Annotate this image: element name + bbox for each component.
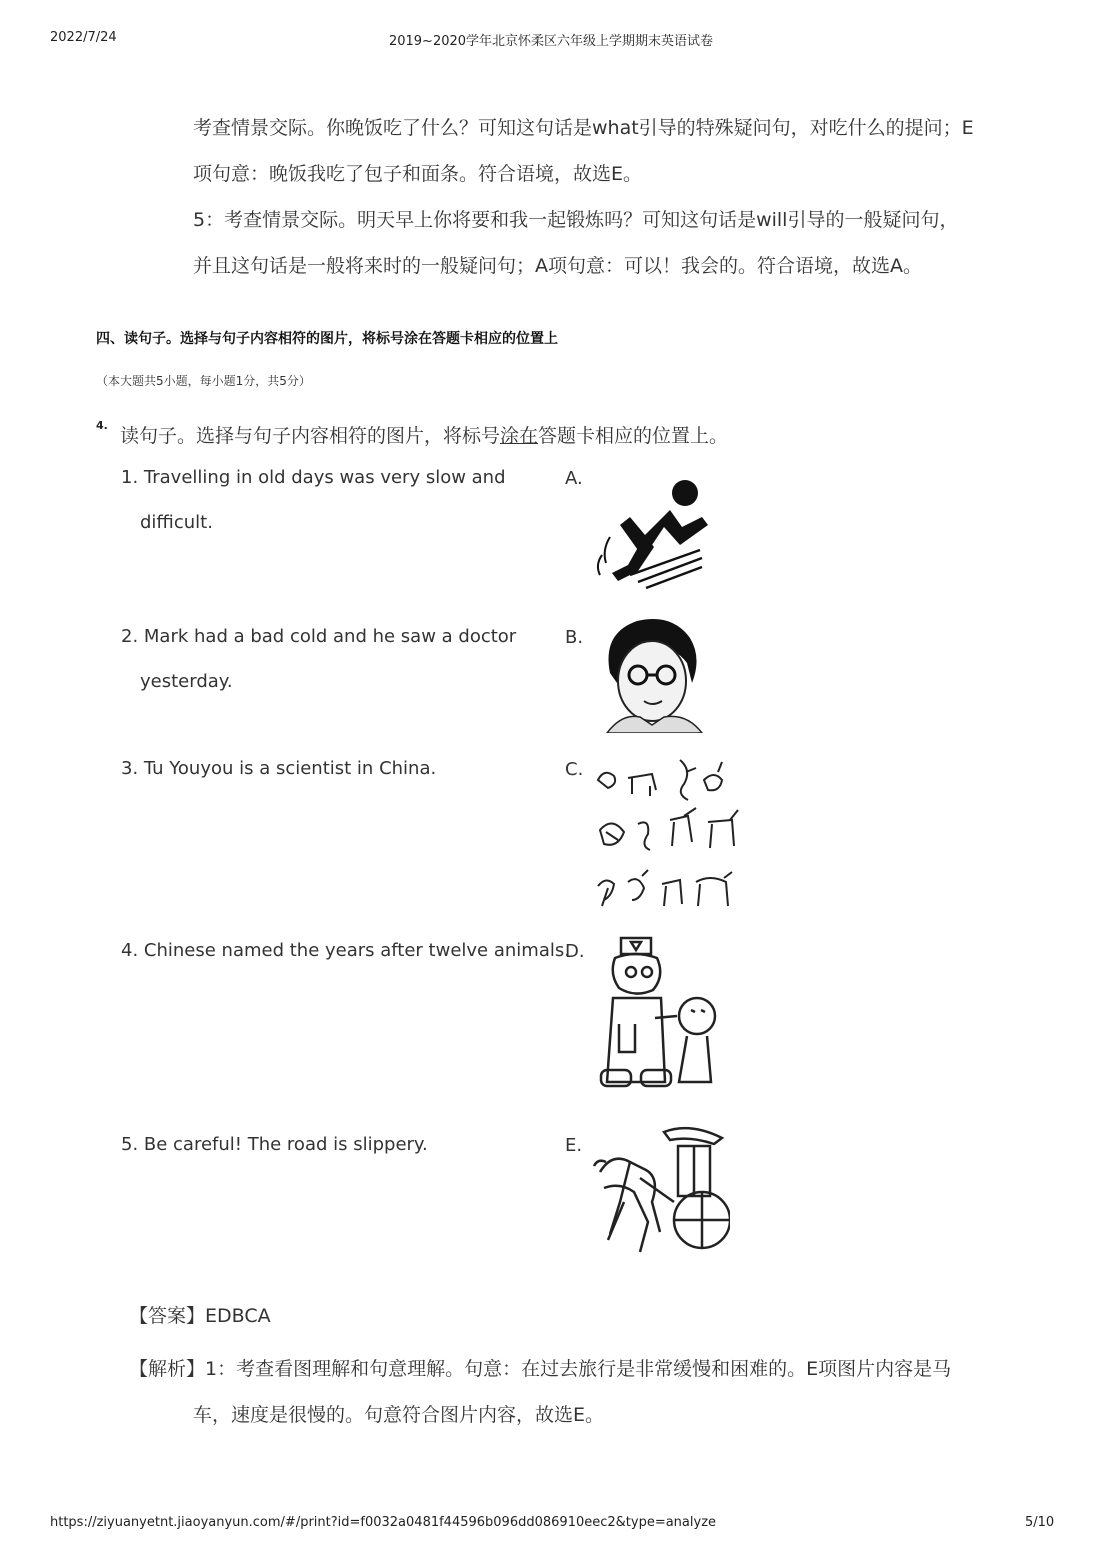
analysis-line-2: 车，速度是很慢的。句意符合图片内容，故选E。 — [193, 1404, 605, 1426]
intro-explanation — [193, 105, 1023, 289]
analysis-block — [129, 1346, 1009, 1438]
sentence-2-line-2: yesterday. — [140, 671, 233, 692]
intro-line-1: 考查情景交际。你晚饭吃了什么？可知这句话是what引导的特殊疑问句，对吃什么的提问；E — [193, 117, 974, 139]
sentence-5: 5. Be careful! The road is slippery. — [121, 1134, 428, 1155]
sentence-1-line-1: 1. Travelling in old days was very slow and — [121, 467, 506, 488]
answer-block — [129, 1301, 271, 1328]
zodiac-animals-image — [592, 750, 750, 915]
stem-part-2: 答题卡相应的位置上。 — [538, 425, 729, 447]
option-c-label: C. — [565, 759, 584, 780]
stem-part-1: 读句子。选择与句子内容相符的图片，将标号 — [120, 425, 501, 447]
answer-value: EDBCA — [205, 1305, 271, 1327]
sentence-4: 4. Chinese named the years after twelve animals. — [121, 940, 570, 961]
page-title: 2019~2020学年北京怀柔区六年级上学期期末英语试卷 — [388, 34, 714, 49]
analysis-line-1: 1：考查看图理解和句意理解。句意：在过去旅行是非常缓慢和困难的。E项图片内容是马 — [205, 1358, 952, 1380]
intro-line-2: 项句意：晚饭我吃了包子和面条。符合语境，故选E。 — [193, 163, 643, 185]
option-d-label: D. — [565, 941, 585, 962]
answer-label: 【答案】 — [129, 1305, 206, 1327]
footer-url: https://ziyuanyetnt.jiaoyanyun.com/#/print?id=f0032a0481f44596b096dd086910eec2&type=analyze — [50, 1515, 717, 1530]
intro-line-4: 并且这句话是一般将来时的一般疑问句；A项句意：可以！我会的。符合语境，故选A。 — [193, 255, 922, 277]
sentence-1 — [121, 455, 561, 545]
slipping-person-image — [590, 455, 720, 595]
section-title: 四、读句子。选择与句子内容相符的图片，将标号涂在答题卡相应的位置上 — [96, 331, 558, 347]
option-e-label: E. — [565, 1135, 583, 1156]
option-b-label: B. — [565, 627, 584, 648]
sentence-2 — [121, 614, 561, 704]
sentence-3: 3. Tu Youyou is a scientist in China. — [121, 758, 437, 779]
sentence-2-line-1: 2. Mark had a bad cold and he saw a doctor — [121, 626, 517, 647]
doctor-child-image — [595, 932, 725, 1102]
analysis-label: 【解析】 — [129, 1358, 206, 1380]
question-number: 4. — [96, 419, 108, 432]
page-number: 5/10 — [1025, 1515, 1055, 1530]
portrait-image — [592, 613, 710, 733]
section-subtitle: （本大题共5小题，每小题1分，共5分） — [96, 374, 311, 388]
print-date: 2022/7/24 — [50, 30, 117, 45]
horse-carriage-image — [590, 1122, 730, 1260]
option-a-label: A. — [565, 468, 583, 489]
stem-underlined: 涂在 — [500, 425, 539, 447]
sentence-1-line-2: difficult. — [140, 512, 213, 533]
question-stem — [120, 421, 728, 448]
intro-line-3: 5：考查情景交际。明天早上你将要和我一起锻炼吗？可知这句话是will引导的一般疑问句， — [193, 209, 959, 231]
